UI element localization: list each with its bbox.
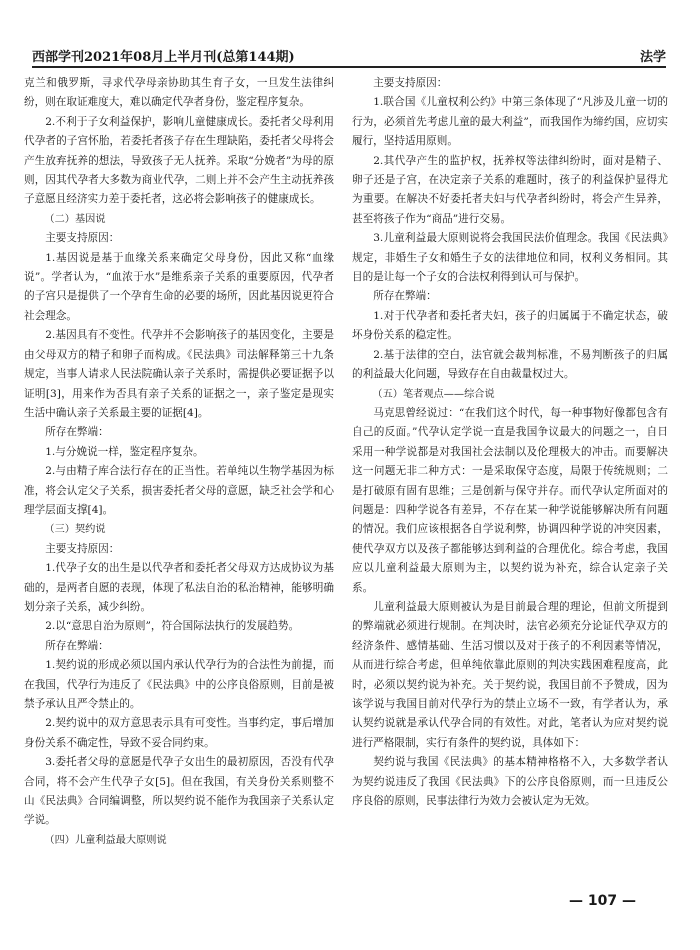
subheading: （四）儿童利益最大原则说	[44, 834, 167, 846]
page-header	[32, 46, 666, 66]
section-label: 法学	[639, 50, 666, 65]
paragraph: 儿童利益最大原则被认为是目前最合理的理论，但前文所提到的弊端就必须进行规制。在判决时，法官必须充分论证代孕双方的经济条件、感情基础、生活习惯以及对于孩子的不利因素等情况，从而进行综合考虑，但单纯依靠此原则的判决实践困难程度高，此时，必须以契约说为补充。关于契约说，我国目前不予赞成，因为该学说与我国目前对代孕行为的禁止立场不一致，有学者认为，承认契约说就是承认代孕合同的有效性。对此，笔者认为应对契约说进行严格限制，实行有条件的契约说，具体如下：	[352, 600, 668, 749]
paragraph: 2.契约说中的双方意思表示具有可变性。当事约定，事后增加身份关系不确定性，导致不妥合同约束。	[24, 717, 334, 749]
paragraph: 1.联合国《儿童权利公约》中第三条体现了“凡涉及儿童一切的行为，必须首先考虑儿童的最大利益”，而我国作为缔约国，应切实履行，坚持适用原则。	[352, 96, 668, 148]
paragraph: 契约说与我国《民法典》的基本精神格格不入，大多数学者认为契约说违反了我国《民法典》下的公序良俗原则，而一旦违反公序良俗的原则，民事法律行为效力会被认定为无效。	[352, 756, 668, 808]
paragraph: 2.以“意思自治为原则”，符合国际法执行的发展趋势。	[45, 620, 300, 633]
paragraph: 克兰和俄罗斯，寻求代孕母亲协助其生育子女，一旦发生法律纠纷，则在取证难度大，难以确定代孕者身份，鉴定程序复杂。	[24, 77, 334, 109]
journal-title: 西部学刊2021年08月上半月刊(总第144期)	[32, 50, 295, 65]
paragraph: 2.其代孕产生的监护权，抚养权等法律纠纷时，面对是精子、卵子还是子宫，在决定亲子关系的难题时，孩子的利益保护显得尤为重要。在解决不好委托者夫妇与代孕者纠纷时，将会产生异养，甚至将孩子作为“商品”进行交易。	[352, 154, 668, 225]
paragraph: 主要支持原因：	[373, 77, 448, 89]
paragraph: 2.与由精子库合法行存在的正当性。若单纯以生物学基因为标准，将会认定父子关系，损害委托者父母的意愿，缺乏社会学和心理学层面支撑[4]。	[24, 465, 334, 516]
subheading: （五）笔者观点——综合说	[372, 388, 495, 400]
paragraph: 1.与分娩说一样，鉴定程序复杂。	[45, 445, 204, 458]
paragraph: 1.契约说的形成必须以国内承认代孕行为的合法性为前提，而在我国，代孕行为违反了《民法典》中的公序良俗原则，目前是被禁予承认且严令禁止的。	[24, 659, 334, 710]
subheading: （三）契约说	[44, 524, 106, 536]
paragraph: 所存在弊端：	[45, 426, 109, 439]
paragraph: 1.代孕子女的出生是以代孕者和委托者父母双方达成协议为基础的，是两者自愿的表现，体现了私法自治的私治精神，能够明确划分亲子关系，减少纠纷。	[24, 562, 334, 613]
header-rule	[32, 66, 666, 68]
subheading: （二）基因说	[44, 213, 106, 225]
page-number: — 107 —	[569, 893, 636, 909]
paragraph: 3.儿童利益最大原则说将会我国民法价值理念。我国《民法典》规定，非婚生子女和婚生子女的法律地位和同，权利义务相同。其目的是让每一个子女的合法权利得到认可与保护。	[352, 232, 668, 284]
paragraph: 2.不利于子女利益保护，影响儿童健康成长。委托者父母利用代孕者的子宫怀胎，若委托者孩子存在生理缺陷，委托者父母将会产生放弃抚养的想法，导致孩子无人抚养。采取“分娩者”为母的原则，因其代孕者大多数为商业代孕，二则上并不会产生主动抚养孩子意愿且经济实力差于委托者，这必将会影响孩子的健康成长。	[24, 115, 334, 206]
paragraph: 主要支持原因：	[45, 542, 120, 555]
paragraph: 所存在弊端：	[45, 639, 109, 652]
paragraph: 1.基因说是基于血缘关系来确定父母身份，因此又称“血缘说”。学者认为，“血浓于水”是维系亲子关系的重要原因，代孕者的子宫只是提供了一个孕育生命的必要的场所，因此基因说更符合社会理念。	[24, 251, 334, 322]
paragraph: 主要支持原因：	[45, 232, 120, 245]
paragraph: 所存在弊端：	[373, 290, 437, 303]
right-column	[352, 74, 668, 811]
paragraph: 马克思曾经说过：“在我们这个时代，每一种事物好像都包含有自己的反面。”代孕认定学说一直是我国争议最大的问题之一，自日采用一种学说都是对我国社会法制以及伦理极大的冲击。而要解决这一问题无非二种方式：一是采取保守态度，局限于传统规则；二是打破原有固有思维；三是创新与保守并存。而代孕认定所面对的问题是：四种学说各有差异，不存在某一种学说能够解决所有问题的情况。我们应该根据各自学说利弊，协调四种学说的冲突因素，使代孕双方以及孩子都能够达到利益的合理优化。综合考虑，我国应以儿童利益最大原则为主，以契约说为补充，综合认定亲子关系。	[352, 406, 668, 594]
paragraph: 1.对于代孕者和委托者夫妇，孩子的归属属于不确定状态，破坏身份关系的稳定性。	[352, 309, 668, 342]
paragraph: 2.基因具有不变性。代孕并不会影响孩子的基因变化，主要是由父母双方的精子和卵子而构成。《民法典》司法解释第三十九条规定，当事人请求人民法院确认亲子关系时，需提供必要证据予以证明[3]，用来作为否具有亲子关系的证据之一，亲子鉴定是现实生活中确认亲子关系最主要的证据[4]。	[24, 329, 334, 419]
paragraph: 3.委托者父母的意愿是代孕子女出生的最初原因，否没有代孕合同，将不会产生代孕子女[5]。但在我国，有关身份关系则整不山《民法典》合同编调整，所以契约说不能作为我国亲子关系认定学说。	[24, 756, 334, 827]
paragraph: 2.基于法律的空白，法官就会裁判标准，不易判断孩子的归属的利益最大化问题，导致存在自由裁量权过大。	[352, 348, 668, 381]
left-column	[24, 74, 334, 850]
